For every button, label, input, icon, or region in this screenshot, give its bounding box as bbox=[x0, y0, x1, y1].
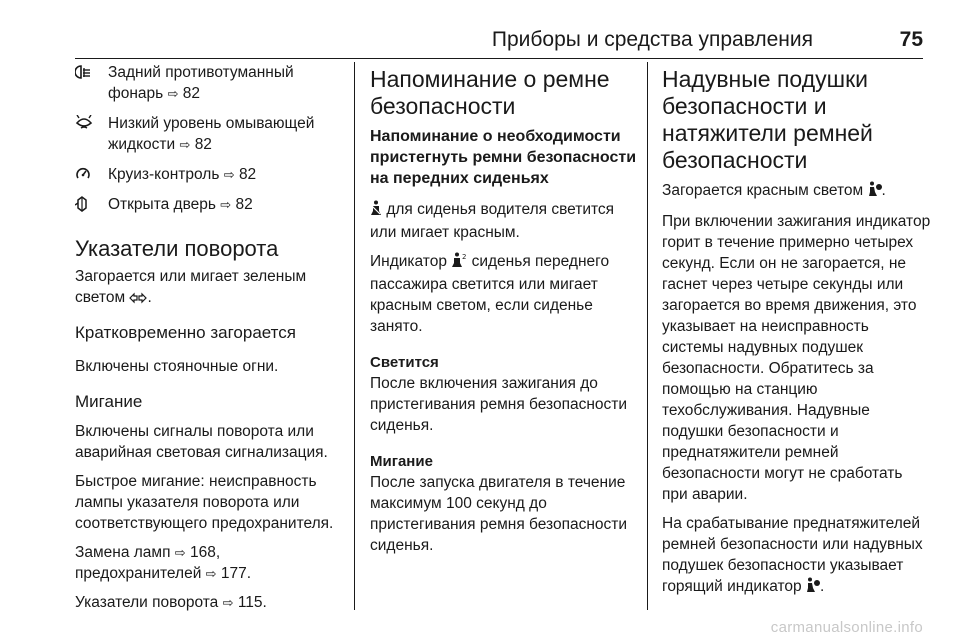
rear-fog-lamp-icon bbox=[75, 62, 108, 104]
page-ref: 82 bbox=[182, 85, 201, 102]
page-ref: 82 bbox=[238, 166, 257, 183]
page-header bbox=[75, 28, 923, 60]
paragraph: При включении зажигания индикатор горит в течение примерно четырех секунд. Если он не загорается, не гаснет через четыре секунды или загорается во время движения, это указывает на неисправность системы надувных подушек безопасности. Обратитесь за помощью на станцию техобслуживания. Надувные подушки безопасности и преднатяжители ремней безопасности могут не сработать при аварии. bbox=[662, 213, 931, 503]
airbag-icon bbox=[806, 577, 820, 599]
header-rule bbox=[75, 58, 923, 59]
door-open-icon bbox=[75, 194, 108, 215]
indicator-rear-fog bbox=[75, 62, 345, 104]
page-ref: 168 bbox=[190, 544, 216, 561]
subsection-heading: Мигание bbox=[75, 392, 143, 411]
indicator-door-open bbox=[75, 194, 345, 215]
paragraph: Загорается красным светом . bbox=[662, 180, 932, 203]
column-left bbox=[75, 62, 345, 621]
paragraph: После включения зажигания до пристегивания ремня безопасности сиденья. bbox=[370, 375, 628, 434]
airbag-icon bbox=[868, 181, 882, 203]
column-middle bbox=[370, 62, 640, 564]
reference-arrow-icon: ⇨ bbox=[220, 197, 232, 212]
paragraph: Индикатор 2 сиденья переднего пассажира светится или мигает красным светом, если сиденье занято. bbox=[370, 253, 610, 335]
page-number: 75 bbox=[899, 28, 923, 51]
section-heading: Напоминание о ремне безопасности bbox=[370, 66, 610, 119]
paragraph: На срабатывание преднатяжителей ремней безопасности или надувных подушек безопасности указывает горящий индикатор . bbox=[662, 513, 932, 599]
indicator-text: Задний противотуманный фонарь bbox=[108, 64, 294, 102]
watermark: carmanualsonline.info bbox=[770, 619, 923, 636]
svg-text:2: 2 bbox=[462, 253, 467, 261]
page-title: Приборы и средства управления bbox=[491, 28, 813, 51]
reference-arrow-icon: ⇨ bbox=[222, 595, 234, 610]
indicator-cruise-control bbox=[75, 164, 345, 185]
paragraph: Указатели поворота ⇨ 115. bbox=[75, 594, 267, 611]
section-heading: Надувные подушки безопасности и натяжители ремней безопасности bbox=[662, 66, 873, 173]
subsection-heading: Светится bbox=[370, 354, 439, 371]
indicator-washer-fluid bbox=[75, 113, 345, 155]
reference-arrow-icon: ⇨ bbox=[179, 137, 191, 152]
page-ref: 115 bbox=[237, 594, 263, 611]
column-divider bbox=[647, 62, 648, 610]
page-ref: 177 bbox=[220, 565, 247, 582]
indicator-text: Круиз-контроль bbox=[108, 166, 220, 183]
subsection-heading: Кратковременно загорается bbox=[75, 323, 296, 342]
page-ref: 82 bbox=[194, 136, 212, 153]
indicator-text: Низкий уровень омывающей жидкости bbox=[108, 115, 315, 153]
washer-fluid-icon bbox=[75, 113, 108, 155]
paragraph: Включены стояночные огни. bbox=[75, 358, 279, 375]
paragraph: для сиденья водителя светится или мигает красным. bbox=[370, 201, 615, 241]
seatbelt-passenger-icon bbox=[451, 252, 467, 274]
turn-signal-icon bbox=[129, 289, 147, 310]
reference-arrow-icon: ⇨ bbox=[223, 167, 235, 182]
section-heading: Указатели поворота bbox=[75, 236, 279, 261]
reference-arrow-icon: ⇨ bbox=[205, 566, 217, 581]
column-right bbox=[662, 62, 932, 607]
reference-arrow-icon: ⇨ bbox=[174, 545, 186, 560]
paragraph: Включены сигналы поворота или аварийная световая сигнализация. bbox=[75, 423, 328, 461]
reference-arrow-icon: ⇨ bbox=[167, 86, 179, 101]
cruise-control-icon bbox=[75, 164, 108, 185]
seatbelt-driver-icon bbox=[370, 200, 382, 222]
paragraph: Быстрое мигание: неисправность лампы указателя поворота или соответствующего предохранителя. bbox=[75, 473, 334, 532]
subsection-heading: Мигание bbox=[370, 453, 433, 470]
paragraph: Замена ламп ⇨ 168, предохранителей ⇨ 177. bbox=[75, 544, 252, 582]
indicator-text: Открыта дверь bbox=[108, 196, 216, 213]
column-divider bbox=[354, 62, 355, 610]
page-ref: 82 bbox=[235, 196, 253, 213]
paragraph: После запуска двигателя в течение максимум 100 секунд до пристегивания ремня безопасности сиденья. bbox=[370, 474, 628, 554]
subsection-heading: Напоминание о необходимости пристегнуть ремни безопасности на передних сиденьях bbox=[370, 128, 637, 187]
paragraph: Загорается или мигает зеленым светом . bbox=[75, 266, 345, 310]
